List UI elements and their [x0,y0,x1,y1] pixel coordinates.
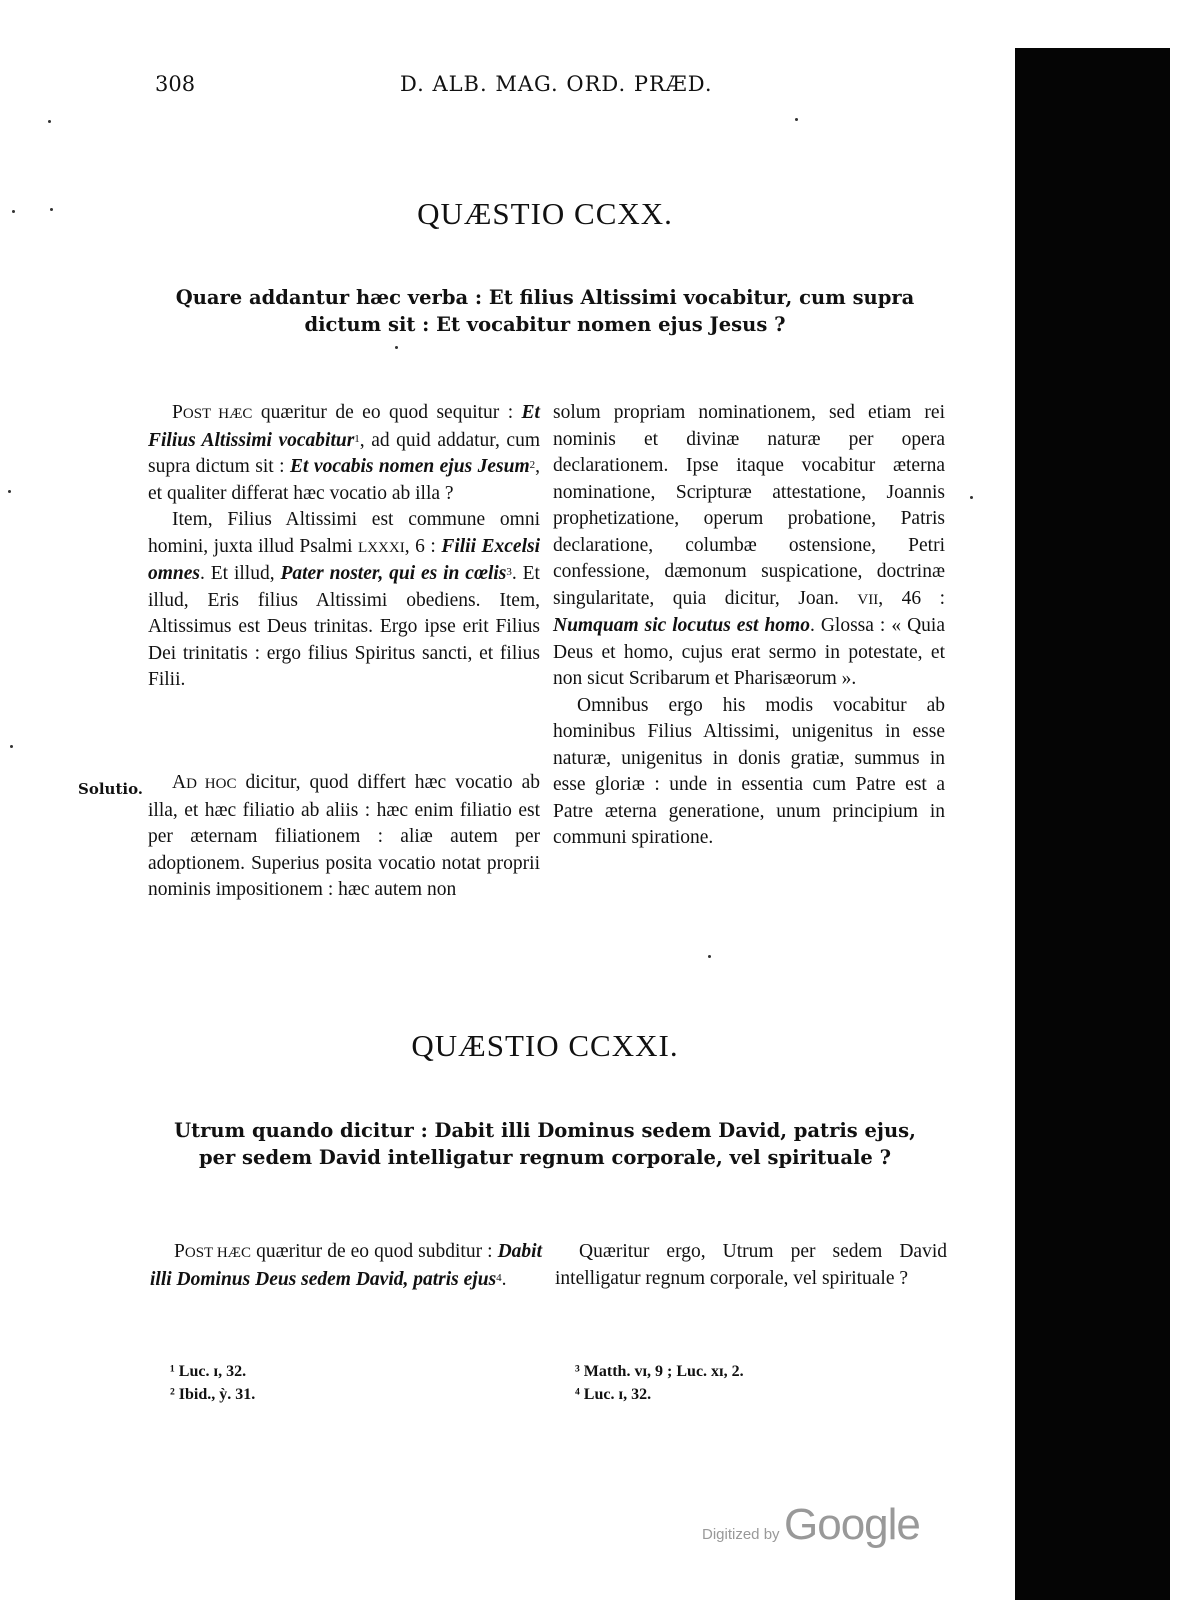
subtitle-line: per sedem David intelligatur regnum corporale, vel spirituale ? [198,1146,892,1169]
scan-speck [12,210,15,213]
question-220-solution [148,770,540,904]
footnote: ² Ibid., ỳ. 31. [170,1386,256,1403]
scan-speck [48,120,51,123]
margin-note-solutio: Solutio. [78,780,144,798]
google-logo: Google [784,1500,920,1549]
running-head [0,72,1190,102]
digitized-watermark [702,1500,920,1550]
question-220-right-column [553,400,945,852]
page-number: 308 [155,72,196,96]
scan-speck [10,745,13,748]
scan-speck [50,208,53,211]
paragraph: AD HOC dicitur, quod differt hæc vocatio ab illa, et hæc filiatio ab aliis : hæc enim filiatio est per æternam filiationem : aliæ autem per adoptionem. Superius posita vocatio notat proprii nominis impositionem : hæc autem non [148,772,540,900]
subtitle-line: Utrum quando dicitur : Dabit illi Dominus sedem David, patris ejus, [174,1119,916,1142]
footnotes-left [170,1360,255,1406]
paragraph: Item, Filius Altissimi est commune omni homini, juxta illud Psalmi LXXXI, 6 : Filii Excelsi omnes. Et illud, Pater noster, qui es in cœlis$^3$. Et illud, Eris filius Altissimi obediens. Item, Altissimus est Deus trinitas. Ergo ipse erit Filius Dei trinitatis : ergo filius Spiritus sancti, et filius Filii. [148,509,540,690]
question-221-subtitle [150,1117,940,1171]
watermark-prefix: Digitized by [702,1526,780,1543]
running-title: D. ALB. MAG. ORD. PRÆD. [400,72,713,96]
question-221-title: QUÆSTIO CCXXI. [411,1028,679,1063]
question-220-subtitle [150,284,940,338]
paragraph: Quæritur ergo, Utrum per sedem David intelligatur regnum corporale, vel spirituale ? [555,1241,947,1289]
paragraph: solum propriam nominationem, sed etiam rei nominis et divinæ naturæ per opera declarationem. Ipse itaque vocabitur æterna nominatione, Scripturæ attestatione, Joannis prophetizatione, operum probatione, Patris declaratione, columbæ ostensione, Petri confessione, dæmonum suspicatione, doctrinæ singularitate, quia dicitur, Joan. VII, 46 : Numquam sic locutus est homo. Glossa : « Quia Deus et homo, cujus erat sermo in potestate, et non sicut Scribarum et Pharisæorum ». [553,402,946,689]
footnotes-right [575,1360,744,1406]
scan-speck [795,118,798,121]
question-220-left-column [148,400,540,694]
footnote: ³ Matth. ᴠɪ, 9 ; Luc. xɪ, 2. [575,1363,744,1380]
question-220-title: QUÆSTIO CCXX. [417,196,673,231]
subtitle-line: dictum sit : Et vocabitur nomen ejus Jesus ? [304,313,786,336]
scan-speck [395,346,398,349]
question-221-right-column [555,1239,947,1292]
paragraph: Omnibus ergo his modis vocabitur ab hominibus Filius Altissimi, unigenitus in esse naturæ, unigenitus in donis gratiæ, summus in esse gloriæ : unde in essentia cum Patre est a Patre æterna generatione, unum principium in communi spiratione. [553,694,945,848]
scan-edge-shadow [1015,48,1170,1600]
scan-speck [8,490,11,493]
footnote: ¹ Luc. ɪ, 32. [170,1363,247,1380]
paragraph: POST HÆC quæritur de eo quod sequitur : Et Filius Altissimi vocabitur$^1$, ad quid addatur, cum supra dictum sit : Et vocabis nomen ejus Jesum$^2$, et qualiter differat hæc vocatio ab illa ? [148,402,540,504]
scan-speck [970,496,973,499]
paragraph: POST HÆC quæritur de eo quod subditur : Dabit illi Dominus Deus sedem David, patris ejus$^4$. [150,1241,542,1290]
scan-speck [708,955,711,958]
footnote: ⁴ Luc. ɪ, 32. [575,1386,652,1403]
question-221-left-column [150,1239,542,1293]
subtitle-line: Quare addantur hæc verba : Et filius Altissimi vocabitur, cum supra [175,286,915,309]
